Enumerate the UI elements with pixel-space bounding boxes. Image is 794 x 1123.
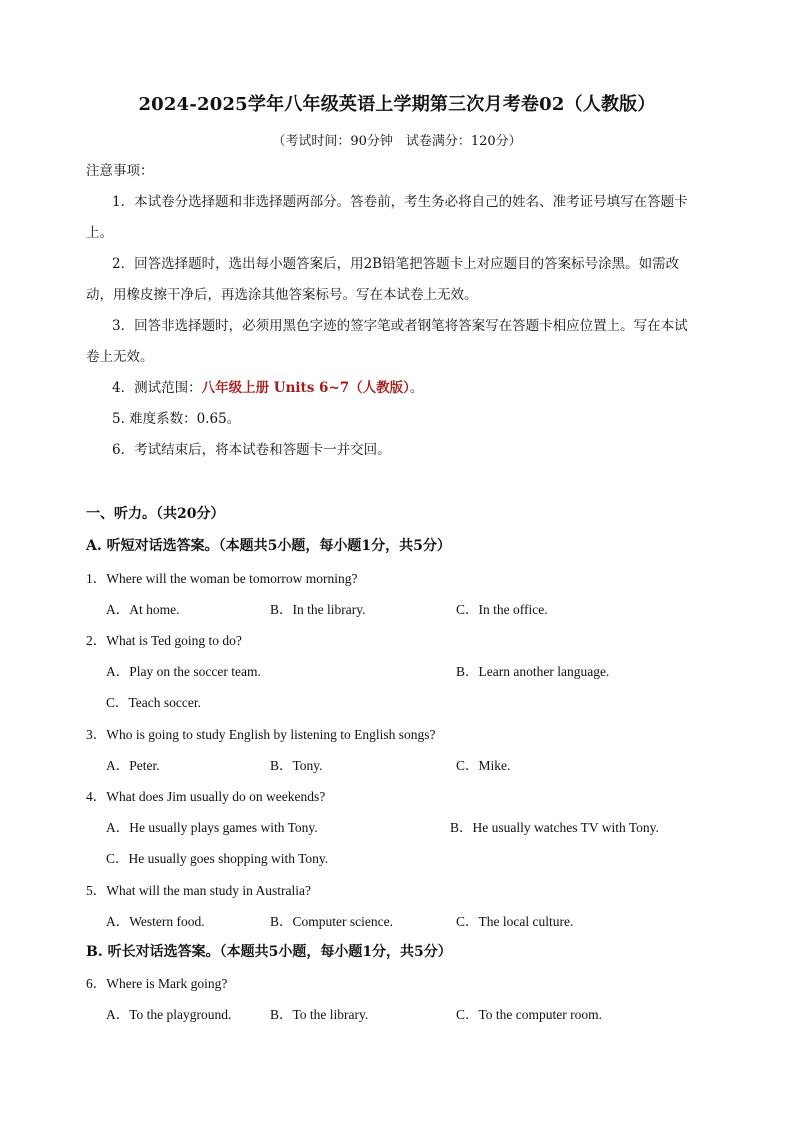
question-6-option-a: A．To the playground. [106, 1007, 232, 1022]
notice-item-6: 6．考试结束后，将本试卷和答题卡一并交回。 [112, 442, 391, 458]
question-4-option-a: A．He usually plays games with Tony. [106, 820, 318, 835]
notice-item-2b: 动，用橡皮擦干净后，再选涂其他答案标号。写在本试卷上无效。 [86, 287, 478, 303]
notice-heading: 注意事项： [86, 163, 154, 179]
question-5-option-b: B．Computer science. [270, 914, 393, 929]
question-4-option-c: C．He usually goes shopping with Tony. [106, 851, 329, 866]
question-1-option-b: B．In the library. [270, 602, 366, 617]
question-5: 5．What will the man study in Australia? [86, 883, 311, 898]
question-2-option-a: A．Play on the soccer team. [106, 664, 261, 679]
notice-item-1b: 上。 [86, 225, 113, 241]
notice-item-4-prefix: 4．测试范围： [112, 380, 202, 396]
question-4-option-b: B．He usually watches TV with Tony. [450, 820, 659, 835]
question-3-option-c: C．Mike. [456, 758, 511, 773]
question-1-option-c: C．In the office. [456, 602, 548, 617]
notice-item-5: 5. 难度系数：0.65。 [112, 411, 241, 427]
notice-item-4-suffix: 。 [409, 380, 424, 396]
question-2-option-b: B．Learn another language. [456, 664, 610, 679]
question-6-option-b: B．To the library. [270, 1007, 369, 1022]
question-2-option-c: C．Teach soccer. [106, 695, 202, 710]
question-2: 2．What is Ted going to do? [86, 633, 242, 648]
question-3-option-b: B．Tony. [270, 758, 323, 773]
question-6: 6．Where is Mark going? [86, 976, 228, 991]
notice-item-2a: 2．回答选择题时，选出每小题答案后，用2B铅笔把答题卡上对应题目的答案标号涂黑。如需改 [112, 256, 680, 272]
notice-item-3b: 卷上无效。 [86, 349, 154, 365]
question-6-option-c: C．To the computer room. [456, 1007, 603, 1022]
question-1: 1．Where will the woman be tomorrow morning? [86, 571, 358, 586]
question-4: 4．What does Jim usually do on weekends? [86, 789, 326, 804]
question-5-option-c: C．The local culture. [456, 914, 574, 929]
part-heading-listening: 一、听力。（共20分） [86, 506, 225, 522]
page-title: 2024-2025学年八年级英语上学期第三次月考卷02（人教版） [138, 94, 656, 115]
section-b-heading: B. 听长对话选答案。（本题共5小题，每小题1分，共5分） [86, 944, 452, 960]
section-a-heading: A. 听短对话选答案。（本题共5小题，每小题1分，共5分） [86, 538, 451, 554]
notice-item-1a: 1．本试卷分选择题和非选择题两部分。答卷前，考生务必将自己的姓名、准考证号填写在答题卡 [112, 194, 688, 210]
question-3: 3．Who is going to study English by listening to English songs? [86, 727, 436, 742]
question-1-option-a: A．At home. [106, 602, 180, 617]
test-scope: 八年级上册 Units 6~7（人教版） [201, 380, 410, 396]
notice-item-4 [112, 379, 423, 397]
notice-item-3a: 3．回答非选择题时，必须用黑色字迹的签字笔或者钢笔将答案写在答题卡相应位置上。写在本试 [112, 318, 688, 334]
exam-info: （考试时间：90分钟 试卷满分：120分） [272, 134, 522, 149]
question-3-option-a: A．Peter. [106, 758, 160, 773]
question-5-option-a: A．Western food. [106, 914, 205, 929]
